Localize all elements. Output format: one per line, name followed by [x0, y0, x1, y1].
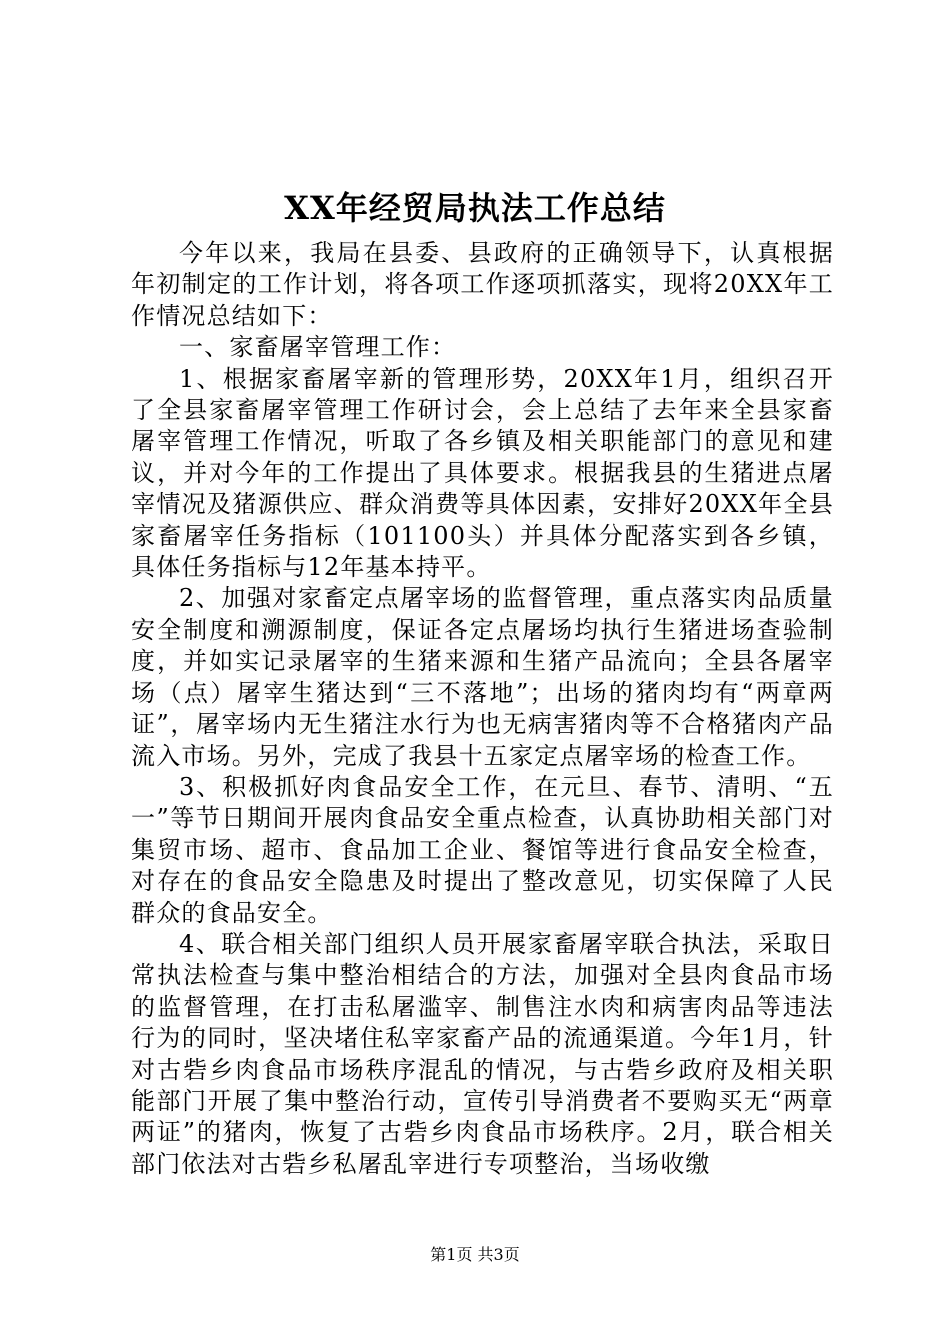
body-paragraph: 2、加强对家畜定点屠宰场的监督管理，重点落实肉品质量安全制度和溯源制度，保证各定点屠场均执行生猪进场查验制度，并如实记录屠宰的生猪来源和生猪产品流向；全县各屠宰场（点）屠宰生猪达到“三不落地”；出场的猪肉均有“两章两证”，屠宰场内无生猪注水行为也无病害猪肉等不合格猪肉产品流入市场。另外，完成了我县十五家定点屠宰场的检查工作。: [131, 584, 834, 770]
document-body: [131, 238, 834, 1180]
body-paragraph: 3、积极抓好肉食品安全工作，在元旦、春节、清明、“五一”等节日期间开展肉食品安全重点检查，认真协助相关部门对集贸市场、超市、食品加工企业、餐馆等进行食品安全检查，对存在的食品安全隐患及时提出了整改意见，切实保障了人民群众的食品安全。: [131, 772, 834, 927]
body-paragraph: 4、联合相关部门组织人员开展家畜屠宰联合执法，采取日常执法检查与集中整治相结合的方法，加强对全县肉食品市场的监督管理，在打击私屠滥宰、制售注水肉和病害肉品等违法行为的同时，坚决堵住私宰家畜产品的流通渠道。今年1月，针对古砦乡肉食品市场秩序混乱的情况，与古砦乡政府及相关职能部门开展了集中整治行动，宣传引导消费者不要购买无“两章两证”的猪肉，恢复了古砦乡肉食品市场秩序。2月，联合相关部门依法对古砦乡私屠乱宰进行专项整治，当场收缴: [131, 929, 834, 1178]
body-paragraph: 1、根据家畜屠宰新的管理形势，20XX年1月，组织召开了全县家畜屠宰管理工作研讨会，会上总结了去年来全县家畜屠宰管理工作情况，听取了各乡镇及相关职能部门的意见和建议，并对今年的工作提出了具体要求。根据我县的生猪进点屠宰情况及猪源供应、群众消费等具体因素，安排好20XX年全县家畜屠宰任务指标（101100头）并具体分配落实到各乡镇，具体任务指标与12年基本持平。: [131, 364, 834, 582]
document-title: XX年经贸局执法工作总结: [284, 189, 666, 227]
section-heading: 一、家畜屠宰管理工作：: [179, 333, 457, 362]
page-number-footer: 第1页 共3页: [430, 1245, 520, 1264]
intro-paragraph: 今年以来，我局在县委、县政府的正确领导下，认真根据年初制定的工作计划，将各项工作逐项抓落实，现将20XX年工作情况总结如下：: [131, 239, 834, 330]
